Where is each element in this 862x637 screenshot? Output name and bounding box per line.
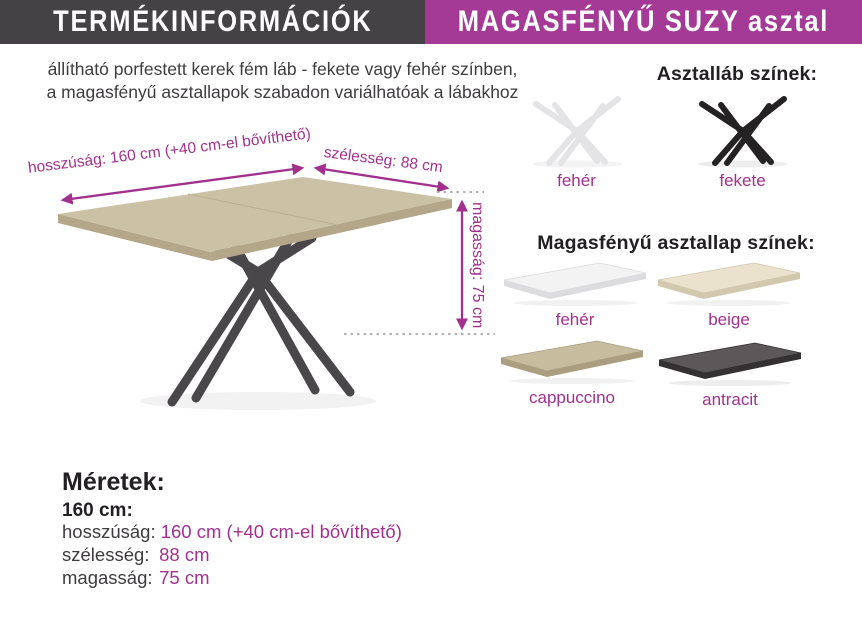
size-row-length-label: hosszúság:	[62, 521, 156, 542]
leg-color-label-feher: fehér	[557, 171, 596, 190]
swatch-shadow	[510, 378, 634, 384]
product-name-title: MAGASFÉNYŰ SUZY asztal	[457, 5, 830, 38]
size-row-height	[62, 568, 402, 588]
black-leg-shadow	[698, 161, 788, 168]
tabletop-color-option-beige	[654, 260, 804, 330]
tabletop-antracit-image	[655, 340, 805, 388]
black-leg-image	[690, 84, 795, 169]
size-row-length	[62, 522, 402, 542]
tabletop-color-label-cappuccino: cappuccino	[528, 388, 615, 407]
size-row-width-value: 88 cm	[159, 544, 210, 565]
tabletop-color-label-antracit: antracit	[702, 390, 758, 409]
header-bar	[0, 0, 862, 44]
tabletop-colors-section-title: Magasfényű asztallap színek:	[537, 232, 815, 254]
size-row-length-value: 160 cm (+40 cm-el bővíthető)	[160, 521, 402, 542]
tabletop-color-option-cappuccino	[497, 338, 647, 408]
tabletop-feher-image	[500, 260, 650, 308]
size-heading: 160 cm:	[62, 500, 133, 521]
length-dimension-label: hosszúság: 160 cm (+40 cm-el bővíthető)	[27, 125, 312, 177]
swatch-shadow	[668, 380, 792, 386]
product-info-title: TERMÉKINFORMÁCIÓK	[52, 5, 373, 38]
header-left-segment	[0, 0, 425, 44]
white-leg-shadow	[532, 161, 622, 168]
tabletop-beige-image	[654, 260, 804, 308]
leg-color-label-fekete: fekete	[719, 171, 766, 190]
size-row-width-label: szélesség:	[62, 544, 150, 565]
description-line-1: állítható porfestett kerek fém láb - fekete vagy fehér színben,	[47, 59, 518, 79]
tabletop-cappuccino-image	[497, 338, 647, 386]
size-row-height-label: magasság:	[62, 567, 153, 588]
height-dimension-label: magasság: 75 cm	[469, 202, 486, 329]
product-description	[40, 58, 525, 104]
swatch-shadow	[667, 300, 791, 306]
sizes-section-title: Méretek:	[62, 468, 165, 496]
table-leg-base	[172, 238, 350, 402]
size-row-height-value: 75 cm	[159, 567, 210, 588]
description-line-2: a magasfényű asztallapok szabadon variálhatóak a lábakhoz	[46, 82, 519, 103]
swatch-shadow	[513, 300, 637, 306]
white-leg-image	[524, 84, 629, 169]
table-top	[58, 177, 452, 261]
tabletop-color-option-antracit	[655, 340, 805, 410]
size-row-width	[62, 545, 402, 565]
size-rows	[62, 522, 402, 591]
tabletop-color-option-feher	[500, 260, 650, 330]
leg-color-option-fekete	[690, 84, 795, 191]
tabletop-color-label-beige: beige	[708, 310, 750, 329]
header-right-segment	[425, 0, 862, 44]
width-dimension-label: szélesség: 88 cm	[322, 144, 444, 177]
leg-color-option-feher	[524, 84, 629, 191]
leg-colors-section-title: Asztalláb színek:	[656, 63, 818, 85]
tabletop-color-label-feher: fehér	[555, 310, 595, 329]
